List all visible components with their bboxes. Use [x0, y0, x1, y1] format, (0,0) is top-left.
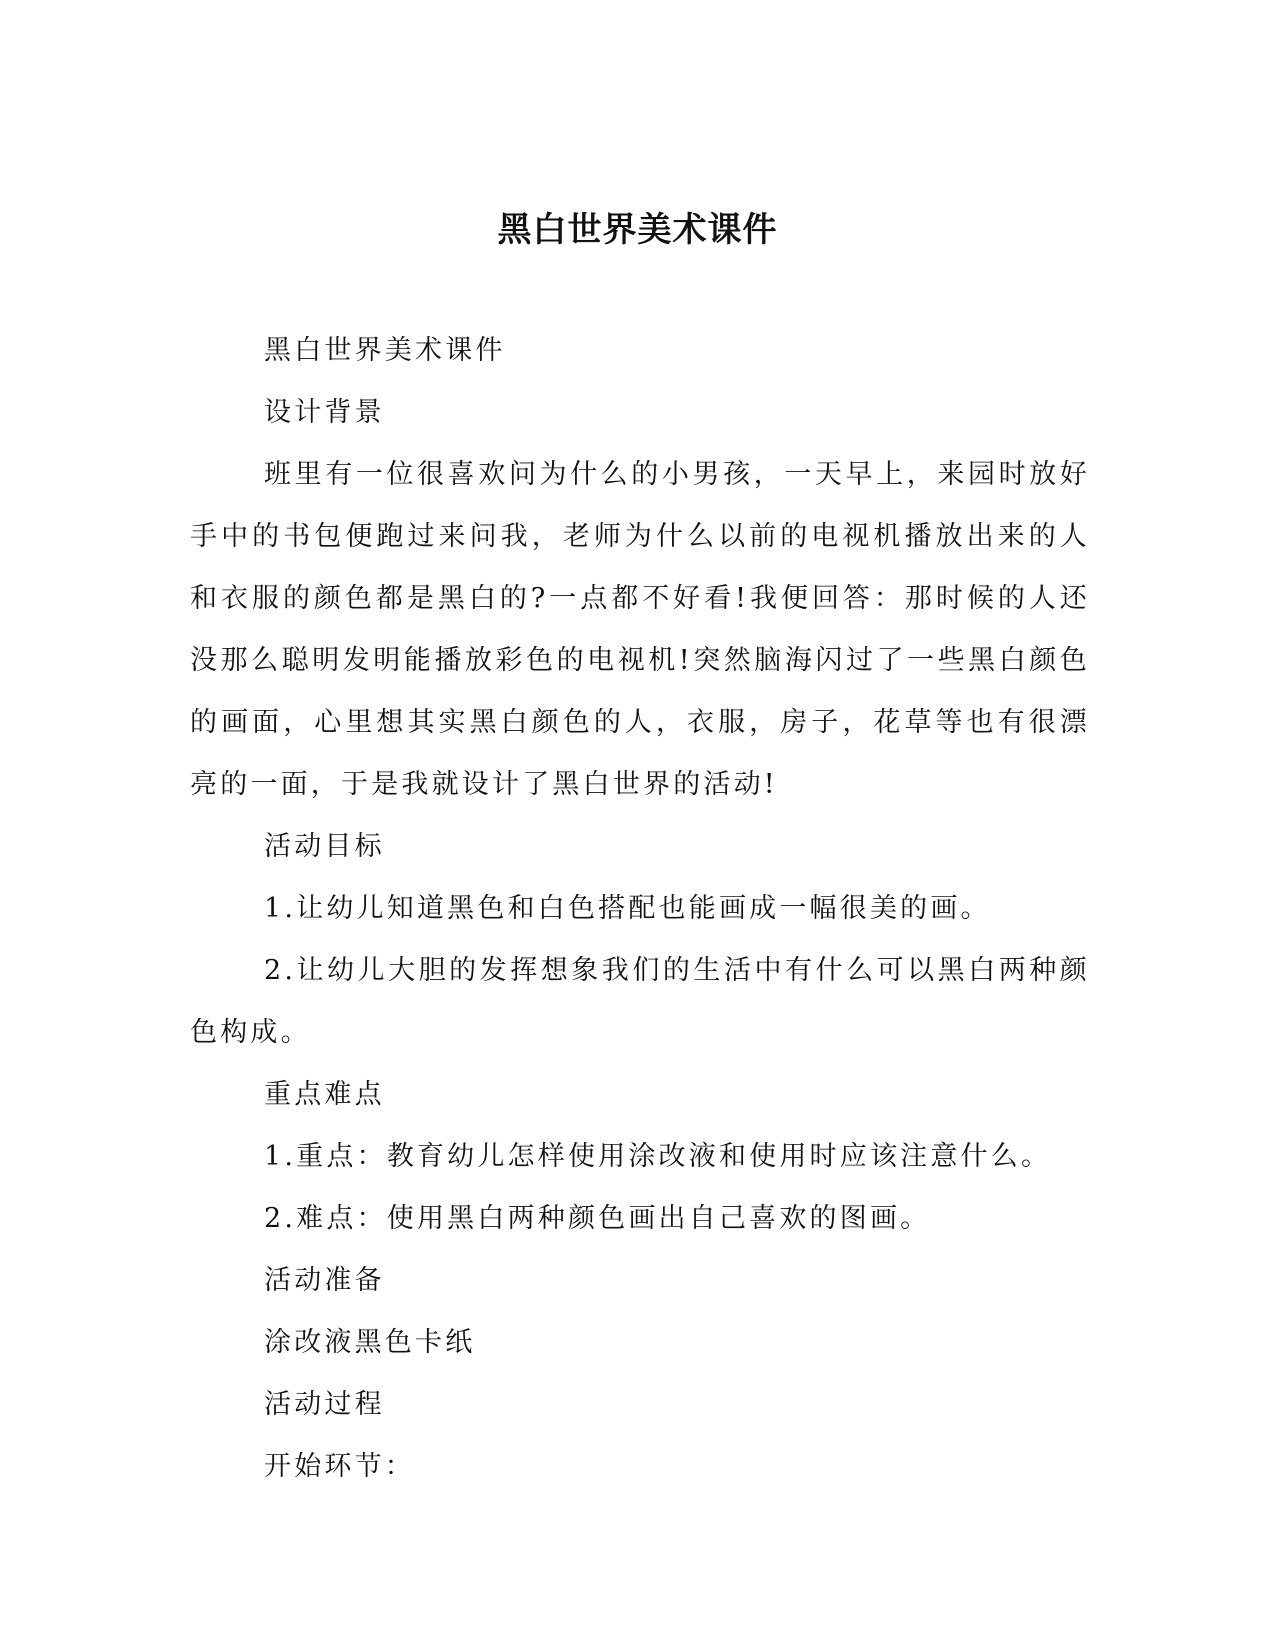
- paragraph-background-story: 班里有一位很喜欢问为什么的小男孩，一天早上，来园时放好手中的书包便跑过来问我，老师为什么以前的电视机播放出来的人和衣服的颜色都是黑白的?一点都不好看!我便回答：那时候的人还没那么聪明发明能播放彩色的电视机!突然脑海闪过了一些黑白颜色的画面，心里想其实黑白颜色的人，衣服，房子，花草等也有很漂亮的一面，于是我就设计了黑白世界的活动!: [190, 459, 1090, 800]
- heading-activity-goals: 活动目标: [264, 831, 385, 862]
- heading-key-difficulties: 重点难点: [264, 1079, 385, 1110]
- document-title: 黑白世界美术课件: [497, 210, 778, 250]
- paragraph-subtitle: 黑白世界美术课件: [264, 335, 506, 366]
- heading-design-background: 设计背景: [264, 397, 385, 428]
- heading-activity-process: 活动过程: [264, 1389, 385, 1420]
- process-start-section: 开始环节：: [264, 1451, 415, 1482]
- difficulty-item: 2.难点：使用黑白两种颜色画出自己喜欢的图画。: [264, 1203, 931, 1234]
- goal-item-2: 2.让幼儿大胆的发挥想象我们的生活中有什么可以黑白两种颜色构成。: [190, 955, 1090, 1048]
- document-body: [190, 320, 1090, 1498]
- goal-item-1: 1.让幼儿知道黑色和白色搭配也能画成一幅很美的画。: [264, 893, 991, 924]
- heading-activity-preparation: 活动准备: [264, 1265, 385, 1296]
- preparation-materials: 涂改液黑色卡纸: [264, 1327, 476, 1358]
- key-point-item: 1.重点：教育幼儿怎样使用涂改液和使用时应该注意什么。: [264, 1141, 1052, 1172]
